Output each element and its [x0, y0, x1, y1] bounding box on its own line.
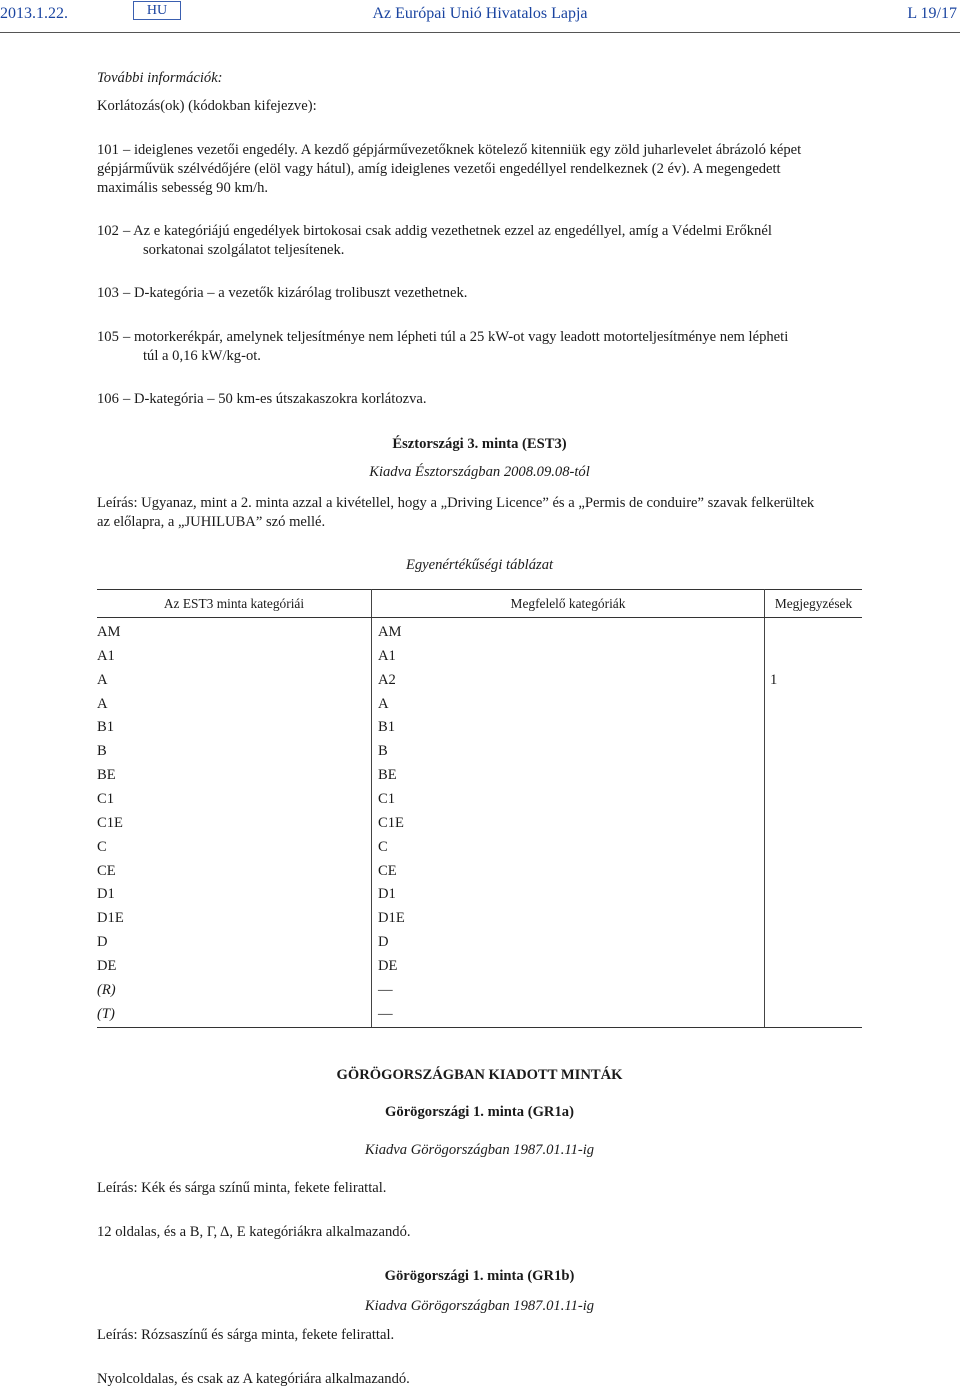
- code-text-line: – motorkerékpár, amelynek teljesítménye nem lépheti túl a 25 kW-ot vagy leadott motorteljesítménye nem lépheti: [123, 329, 789, 345]
- est3-description-line2: az előlapra, a „JUHILUBA” szó mellé.: [97, 514, 326, 530]
- gr1b-issued: Kiadva Görögországban 1987.01.11-ig: [364, 1298, 595, 1314]
- row-equivalent-category: A2: [378, 672, 396, 688]
- row-est3-category: C: [97, 839, 107, 855]
- row-est3-category: D1: [97, 886, 115, 902]
- row-est3-category: (T): [97, 1006, 115, 1022]
- code-text-line: sorkatonai szolgálatot teljesítenek.: [143, 242, 345, 258]
- table-top-rule: [97, 589, 862, 590]
- row-est3-category: BE: [97, 767, 116, 783]
- row-equivalent-category: DE: [378, 958, 398, 974]
- row-est3-category: CE: [97, 863, 116, 879]
- language-code: HU: [146, 3, 168, 18]
- gr1a-pages: 12 oldalas, és a Β, Γ, Δ, Ε kategóriákra alkalmazandó.: [97, 1224, 411, 1240]
- est3-description-line1: Leírás: Ugyanaz, mint a 2. minta azzal a kivétellel, hogy a „Driving Licence” és a „Permis de conduire” szavak felkerültek: [97, 495, 815, 511]
- table-bottom-rule: [97, 1027, 862, 1028]
- table-caption: Egyenértékűségi táblázat: [405, 557, 554, 573]
- row-remark: 1: [770, 672, 778, 688]
- row-equivalent-category: B: [378, 743, 388, 759]
- code-101: [97, 141, 862, 198]
- row-equivalent-category: C1: [378, 791, 396, 807]
- row-equivalent-category: —: [378, 982, 393, 998]
- code-number: 102: [97, 223, 119, 239]
- gr1a-title: Görögországi 1. minta (GR1a): [385, 1104, 574, 1120]
- gr1a-description: Leírás: Kék és sárga színű minta, fekete felirattal.: [97, 1180, 387, 1196]
- row-equivalent-category: D1: [378, 886, 396, 902]
- row-est3-category: D1E: [97, 910, 124, 926]
- code-text-line: maximális sebesség 90 km/h.: [97, 180, 269, 196]
- code-text-line: gépjárművük szélvédőjére (elöl vagy hátul), amíg ideiglenes vezetői engedéllyel rendelkeznek (2 év). A megengedett: [97, 161, 781, 177]
- row-equivalent-category: D1E: [378, 910, 405, 926]
- header-date: 2013.1.22.: [0, 5, 68, 22]
- est3-title: Észtországi 3. minta (EST3): [392, 436, 567, 452]
- table-header-remarks: Megjegyzések: [774, 596, 853, 611]
- gr1a-issued: Kiadva Görögországban 1987.01.11-ig: [364, 1142, 595, 1158]
- code-text-line: – D-kategória – 50 km-es útszakaszokra korlátozva.: [123, 391, 427, 407]
- row-equivalent-category: C: [378, 839, 388, 855]
- journal-title: Az Európai Unió Hivatalos Lapja: [372, 5, 588, 22]
- code-text-line: – D-kategória – a vezetők kizárólag trolibuszt vezethetnek.: [123, 285, 468, 301]
- row-est3-category: A1: [97, 648, 115, 664]
- row-equivalent-category: A: [378, 696, 389, 712]
- table-header-rule: [97, 617, 862, 618]
- row-est3-category: C1: [97, 791, 115, 807]
- code-number: 103: [97, 285, 119, 301]
- gr1b-title: Görögországi 1. minta (GR1b): [384, 1268, 575, 1284]
- row-est3-category: A: [97, 672, 108, 688]
- code-text-line: – Az e kategóriájú engedélyek birtokosai csak addig vezethetnek ezzel az engedéllyel, amíg a Védelmi Erőknél: [123, 223, 772, 239]
- row-equivalent-category: C1E: [378, 815, 404, 831]
- further-info-label: További információk:: [97, 70, 223, 86]
- row-equivalent-category: D: [378, 934, 389, 950]
- table-column-divider: [371, 589, 372, 1028]
- code-number: 106: [97, 391, 119, 407]
- row-equivalent-category: —: [378, 1006, 393, 1022]
- row-est3-category: C1E: [97, 815, 123, 831]
- greece-section-title: GÖRÖGORSZÁGBAN KIADOTT MINTÁK: [336, 1067, 623, 1083]
- code-106: [97, 390, 862, 409]
- row-equivalent-category: CE: [378, 863, 397, 879]
- row-est3-category: (R): [97, 982, 116, 998]
- row-est3-category: B: [97, 743, 107, 759]
- page-number: L 19/17: [907, 5, 957, 22]
- table-header-equivalent: Megfelelő kategóriák: [510, 596, 626, 611]
- row-equivalent-category: AM: [378, 624, 402, 640]
- header-divider: [0, 32, 960, 33]
- est3-issued: Kiadva Észtországban 2008.09.08-tól: [369, 464, 590, 480]
- code-number: 101: [97, 142, 119, 158]
- row-est3-category: DE: [97, 958, 117, 974]
- row-equivalent-category: B1: [378, 719, 396, 735]
- table-column-divider: [764, 589, 765, 1028]
- row-est3-category: D: [97, 934, 108, 950]
- code-105: [97, 328, 862, 366]
- code-text-line: túl a 0,16 kW/kg-ot.: [143, 348, 261, 364]
- code-number: 105: [97, 329, 119, 345]
- row-equivalent-category: A1: [378, 648, 396, 664]
- table-header-est3: Az EST3 minta kategóriái: [163, 596, 305, 611]
- code-102: [97, 222, 862, 260]
- restrictions-label: Korlátozás(ok) (kódokban kifejezve):: [97, 98, 317, 114]
- row-equivalent-category: BE: [378, 767, 397, 783]
- row-est3-category: A: [97, 696, 108, 712]
- row-est3-category: AM: [97, 624, 121, 640]
- code-103: [97, 284, 862, 303]
- code-text-line: – ideiglenes vezetői engedély. A kezdő gépjárművezetőknek kötelező kitenniük egy zöld juharlevelet ábrázoló képet: [123, 142, 802, 158]
- row-est3-category: B1: [97, 719, 115, 735]
- gr1b-description: Leírás: Rózsaszínű és sárga minta, fekete felirattal.: [97, 1327, 395, 1343]
- gr1b-pages: Nyolcoldalas, és csak az A kategóriára alkalmazandó.: [97, 1371, 410, 1387]
